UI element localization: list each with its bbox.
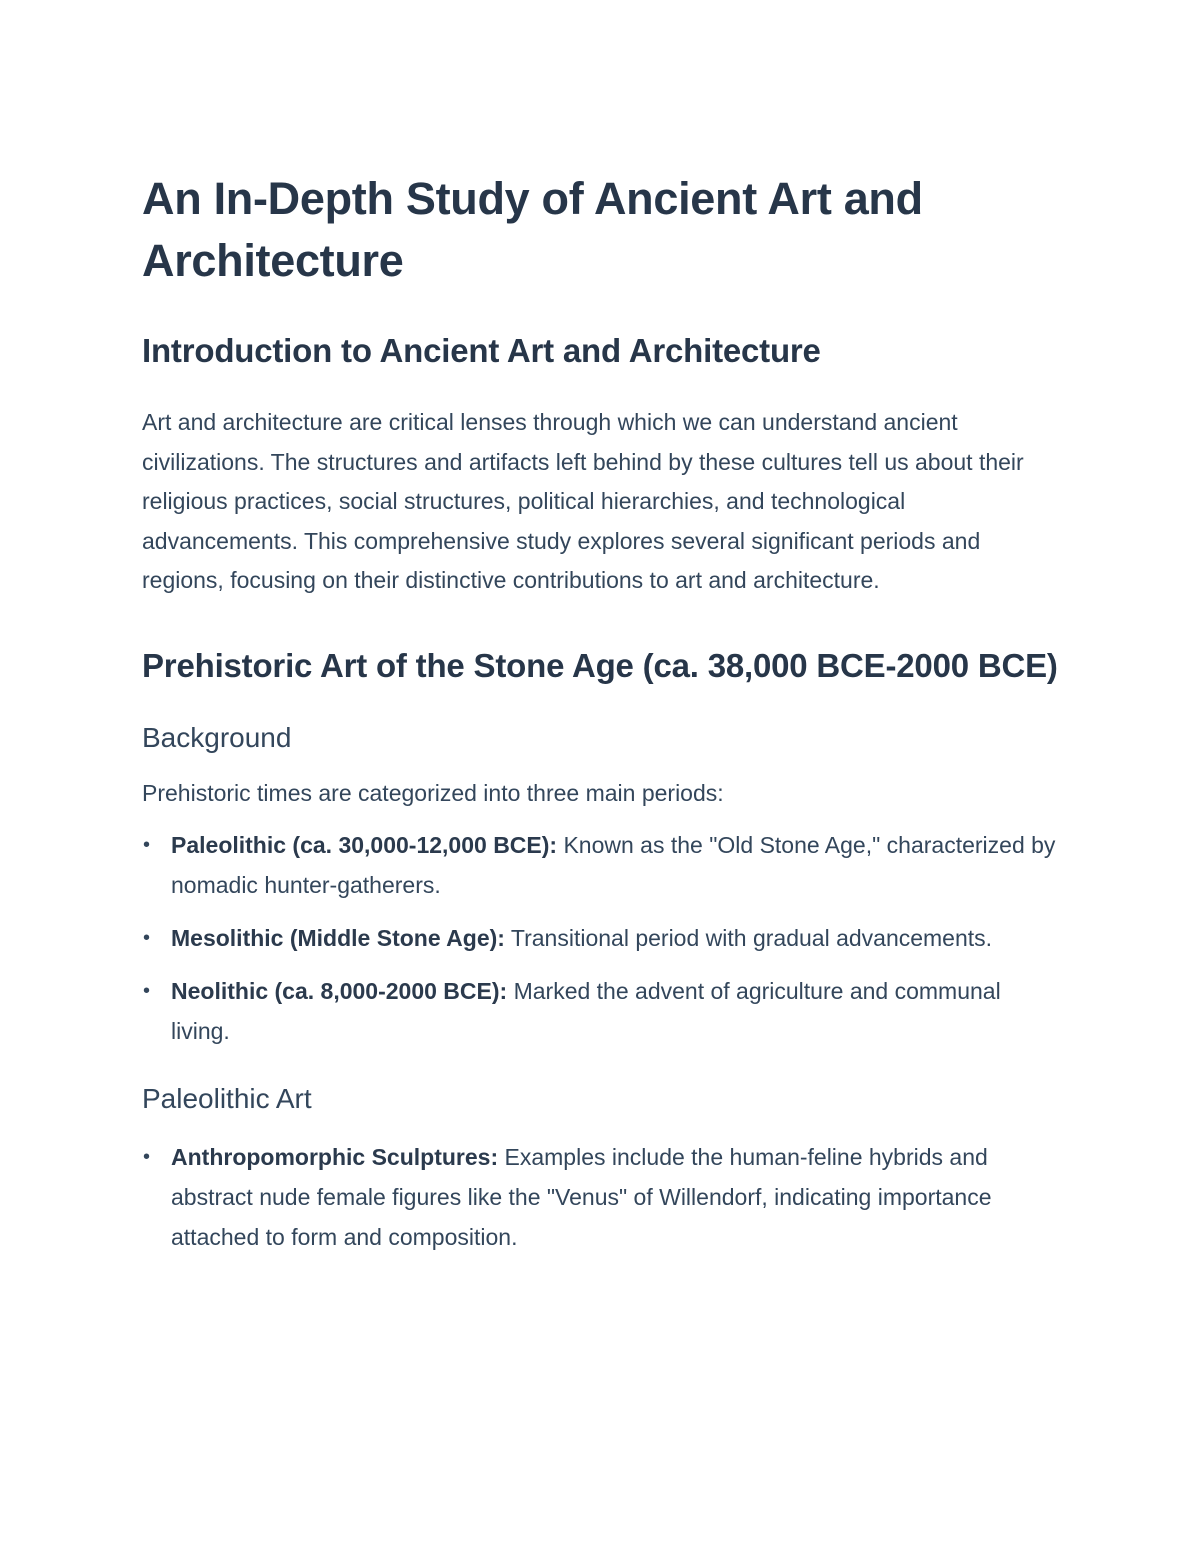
document-title: An In-Depth Study of Ancient Art and Architecture (142, 173, 923, 286)
list-item-text: Marked the advent of agriculture and communal living. (171, 977, 1001, 1044)
background-heading: Background (142, 721, 292, 753)
list-item-text: Examples include the human-feline hybrids and abstract nude female figures like the "Venus" of Willendorf, indicating importance attached to form and composition. (171, 1143, 992, 1250)
paleolithic-art-heading: Paleolithic Art (142, 1082, 312, 1114)
background-lead: Prehistoric times are categorized into three main periods: (142, 779, 724, 806)
bullet-icon: • (143, 1145, 151, 1168)
list-item-term: Neolithic (ca. 8,000-2000 BCE): (171, 977, 508, 1004)
list-item-term: Anthropomorphic Sculptures: (171, 1143, 499, 1170)
bullet-icon: • (143, 926, 151, 949)
intro-paragraph: Art and architecture are critical lenses through which we can understand ancient civilizations. The structures and artifacts left behind by these cultures tell us about their religious practices, social structures, political hierarchies, and technological advancements. This comprehensive study explores several significant periods and regions, focusing on their distinctive contributions to art and architecture. (142, 409, 1024, 593)
bullet-icon: • (143, 833, 151, 856)
prehistoric-heading: Prehistoric Art of the Stone Age (ca. 38,000 BCE-2000 BCE) (142, 646, 1058, 684)
intro-heading: Introduction to Ancient Art and Architecture (142, 332, 821, 369)
paleolithic-art-list (142, 1137, 1062, 1257)
bullet-icon: • (143, 979, 151, 1002)
list-item-text: Transitional period with gradual advancements. (504, 924, 993, 951)
list-item-term: Paleolithic (ca. 30,000-12,000 BCE): (171, 831, 558, 858)
document-page (142, 168, 1062, 1270)
list-item-term: Mesolithic (Middle Stone Age): (171, 924, 505, 951)
list-item-text: Known as the "Old Stone Age," characterized by nomadic hunter-gatherers. (171, 831, 1056, 898)
list-item (142, 971, 1062, 1051)
list-item (142, 1137, 1062, 1257)
list-item (142, 918, 1062, 958)
periods-list (142, 825, 1062, 1051)
list-item (142, 825, 1062, 905)
